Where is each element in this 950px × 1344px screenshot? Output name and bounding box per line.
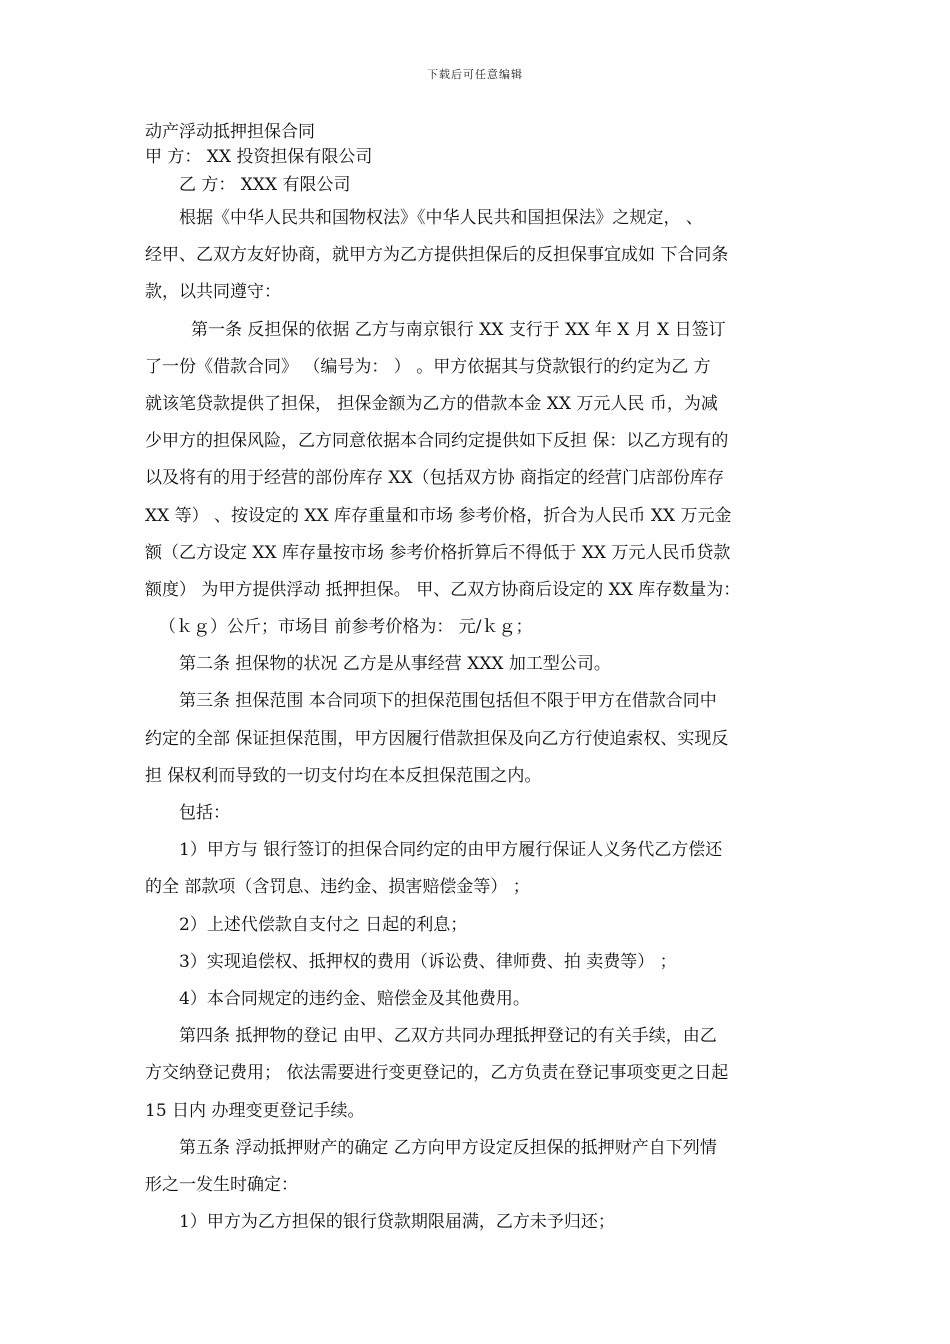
list-item: 1）甲方与 银行签订的担保合同约定的由甲方履行保证人义务代乙方偿还 — [179, 840, 723, 861]
article-4-line: 第四条 抵押物的登记 由甲、乙双方共同办理抵押登记的有关手续，由乙 — [179, 1026, 717, 1047]
paragraph-line: 根据《中华人民共和国物权法》《中华人民共和国担保法》之规定， 、 — [179, 208, 703, 228]
article-3-line: 第三条 担保范围 本合同项下的担保范围包括但不限于甲方在借款合同中 — [179, 691, 717, 712]
article-1-line: 少甲方的担保风险，乙方同意依据本合同约定提供如下反担 保：以乙方现有的 — [145, 431, 729, 452]
article-3-line: 约定的全部 保证担保范围，甲方因履行借款担保及向乙方行使追索权、实现反 — [145, 728, 729, 749]
article-1-line: 就该笔贷款提供了担保， 担保金额为乙方的借款本金 XX 万元人民 币，为减 — [145, 393, 718, 414]
contract-document — [145, 120, 810, 1241]
article-1-line: （ｋｇ）公斤；市场目 前参考价格为： 元/ｋｇ； — [159, 617, 533, 638]
party-a-line: 甲 方： XX 投资担保有限公司 — [145, 147, 373, 167]
paragraph-line: 经甲、乙双方友好协商，就甲方为乙方提供担保后的反担保事宜成如 下合同条 — [145, 245, 729, 266]
list-item: 3）实现追偿权、抵押权的费用（诉讼费、律师费、拍 卖费等） ； — [179, 951, 677, 972]
list-item: 4）本合同规定的违约金、赔偿金及其他费用。 — [179, 988, 530, 1009]
party-b-line: 乙 方： XXX 有限公司 — [179, 175, 351, 195]
article-4-line: 15 日内 办理变更登记手续。 — [145, 1100, 365, 1121]
article-5-line: 第五条 浮动抵押财产的确定 乙方向甲方设定反担保的抵押财产自下列情 — [179, 1137, 717, 1158]
article-1-line: 了一份《借款合同》 （编号为： ） 。甲方依据其与贷款银行的约定为乙 方 — [145, 356, 711, 377]
list-item: 2）上述代偿款自支付之 日起的利息； — [179, 914, 468, 935]
article-1-line: XX 等） 、按设定的 XX 库存重量和市场 参考价格，折合为人民币 XX 万元金 — [145, 505, 732, 526]
list-item: 1）甲方为乙方担保的银行贷款期限届满，乙方未予归还； — [179, 1212, 615, 1233]
article-1-line: 额（乙方设定 XX 库存量按市场 参考价格折算后不得低于 XX 万元人民币贷款 — [145, 542, 731, 563]
article-3-line: 担 保权利而导致的一切支付均在本反担保范围之内。 — [145, 765, 542, 786]
article-1-line: 第一条 反担保的依据 乙方与南京银行 XX 支行于 XX 年 X 月 X 日签订 — [191, 319, 726, 340]
paragraph-line: 款，以共同遵守： — [145, 282, 281, 303]
article-5-line: 形之一发生时确定： — [145, 1174, 298, 1195]
page-header-note: 下载后可任意编辑 — [427, 68, 523, 81]
article-1-line: 额度） 为甲方提供浮动 抵押担保。 甲、乙双方协商后设定的 XX 库存数量为： — [145, 579, 741, 600]
article-3-line: 包括： — [179, 803, 230, 823]
list-item: 的全 部款项（含罚息、违约金、损害赔偿金等） ； — [145, 877, 530, 898]
article-4-line: 方交纳登记费用； 依法需要进行变更登记的，乙方负责在登记事项变更之日起 — [145, 1063, 729, 1084]
article-2-line: 第二条 担保物的状况 乙方是从事经营 XXX 加工型公司。 — [179, 654, 611, 675]
article-1-line: 以及将有的用于经营的部份库存 XX（包括双方协 商指定的经营门店部份库存 — [145, 468, 725, 489]
document-title: 动产浮动抵押担保合同 — [145, 122, 315, 142]
